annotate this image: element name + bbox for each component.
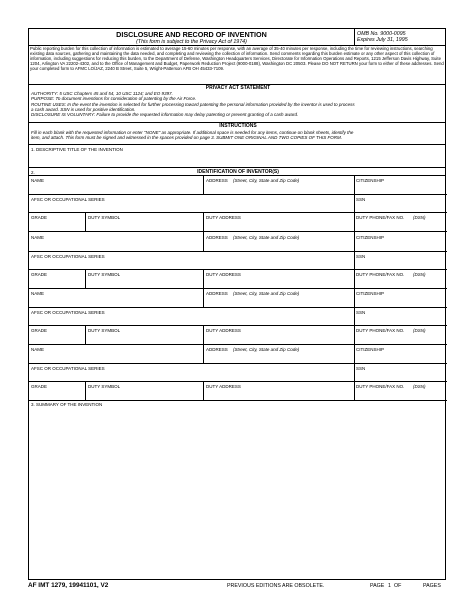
duty-phone-label: DUTY PHONE/FAX NO. xyxy=(356,272,405,277)
instructions-heading: INSTRUCTIONS xyxy=(219,123,257,129)
ssn-label: SSN xyxy=(356,310,366,315)
duty-phone-label: DUTY PHONE/FAX NO. xyxy=(356,384,405,389)
form-subtitle: (This form is subject to the Privacy Act of 1974) xyxy=(136,39,247,45)
privacy-disclosure: DISCLOSURE IS VOLUNTARY: Failure to provide the requested information may delay patenting or prevent granting of a cash award. xyxy=(31,112,299,118)
page-label: PAGE xyxy=(370,583,385,589)
duty-symbol-label: DUTY SYMBOL xyxy=(88,215,121,220)
grade-label: GRADE xyxy=(31,328,48,333)
inventor-3-grade-field[interactable] xyxy=(30,333,84,343)
privacy-authority: AUTHORITY: 5 USC Chapters 45 and 54, 10 USC 1124; and EO 9397. xyxy=(31,91,173,96)
ssn-label: SSN xyxy=(356,366,366,371)
inventor-4-afsc-field[interactable] xyxy=(30,371,202,380)
item3-label: 3. SUMMARY OF THE INVENTION xyxy=(31,402,103,407)
duty-phone-label: DUTY PHONE/FAX NO. xyxy=(356,328,405,333)
inventor-1-duty-symbol-field[interactable] xyxy=(86,220,202,230)
inventor-3-name-field[interactable] xyxy=(30,296,202,306)
inventor-3-ssn-field[interactable] xyxy=(355,315,445,324)
afsc-label: AFSC OR OCCUPATIONAL SERIES xyxy=(31,366,105,371)
inventor-2-duty-address-field[interactable] xyxy=(204,277,353,287)
inventor-3-address-field[interactable] xyxy=(204,296,353,324)
form-identifier: AF IMT 1279, 19941101, V2 xyxy=(28,582,109,589)
omb-number: OMB No. 9000-0095 xyxy=(357,31,406,37)
address-hint: (Street, City, State and Zip Code) xyxy=(233,235,300,240)
name-label: NAME xyxy=(31,291,45,296)
citizenship-label: CITIZENSHIP xyxy=(356,347,385,352)
inventor-2-afsc-field[interactable] xyxy=(30,259,202,268)
form-footer xyxy=(28,582,446,594)
name-label: NAME xyxy=(31,347,45,352)
grade-label: GRADE xyxy=(31,272,48,277)
inventor-2-citizenship-field[interactable] xyxy=(355,240,445,250)
inventor-1-citizenship-field[interactable] xyxy=(355,183,445,193)
duty-address-label: DUTY ADDRESS xyxy=(206,215,241,220)
privacy-routine-uses-cont: a cash award. SSN is used for positive identification. xyxy=(31,106,136,112)
address-label: ADDRESS xyxy=(206,235,228,240)
inventor-4-grade-field[interactable] xyxy=(30,389,84,399)
ssn-label: SSN xyxy=(356,197,366,202)
name-label: NAME xyxy=(31,235,45,240)
form-header xyxy=(29,31,354,45)
omb-expiration: Expires July 31, 1995 xyxy=(357,37,408,44)
citizenship-label: CITIZENSHIP xyxy=(356,178,385,183)
dsn-label: (DSN) xyxy=(413,384,426,389)
inventor-4-citizenship-field[interactable] xyxy=(355,352,445,362)
citizenship-label: CITIZENSHIP xyxy=(356,235,385,240)
duty-symbol-label: DUTY SYMBOL xyxy=(88,272,121,277)
form-title: DISCLOSURE AND RECORD OF INVENTION xyxy=(116,30,267,39)
pages-label: PAGES xyxy=(423,583,441,589)
duty-address-label: DUTY ADDRESS xyxy=(206,328,241,333)
item1-label: 1. DESCRIPTIVE TITLE OF THE INVENTION xyxy=(31,147,123,152)
previous-editions-note: PREVIOUS EDITIONS ARE OBSOLETE. xyxy=(227,583,325,589)
inventor-2-address-field[interactable] xyxy=(204,240,353,268)
inventor-2-duty-phone-field[interactable] xyxy=(355,277,445,287)
address-label: ADDRESS xyxy=(206,178,228,183)
instructions-line-2: item, and attach. This form must be signed and witnessed in the spaces provided on page 3. SUBMIT ONE ORIGINAL AND TWO COPIES OF THIS FORM. xyxy=(31,135,343,141)
privacy-statement xyxy=(31,91,445,117)
inventor-1-grade-field[interactable] xyxy=(30,220,84,230)
dsn-label: (DSN) xyxy=(413,328,426,333)
item2-number: 2. xyxy=(31,169,35,175)
duty-address-label: DUTY ADDRESS xyxy=(206,384,241,389)
invention-summary-field[interactable] xyxy=(30,409,446,579)
duty-address-label: DUTY ADDRESS xyxy=(206,272,241,277)
address-hint: (Street, City, State and Zip Code) xyxy=(233,347,300,352)
dsn-label: (DSN) xyxy=(413,215,426,220)
inventor-1-duty-phone-field[interactable] xyxy=(355,220,445,230)
inventor-1-afsc-field[interactable] xyxy=(30,202,202,211)
inventor-1-address-field[interactable] xyxy=(204,183,353,211)
address-hint: (Street, City, State and Zip Code) xyxy=(233,178,300,183)
instructions-text xyxy=(31,130,445,141)
inventor-4-name-field[interactable] xyxy=(30,352,202,362)
inventor-1-duty-address-field[interactable] xyxy=(204,220,353,230)
inventor-3-duty-symbol-field[interactable] xyxy=(86,333,202,343)
inventor-4-duty-address-field[interactable] xyxy=(204,389,353,399)
invention-title-field[interactable] xyxy=(30,153,446,166)
inventor-4-duty-symbol-field[interactable] xyxy=(86,389,202,399)
dsn-label: (DSN) xyxy=(413,272,426,277)
inventor-2-duty-symbol-field[interactable] xyxy=(86,277,202,287)
grade-label: GRADE xyxy=(31,215,48,220)
grade-label: GRADE xyxy=(31,384,48,389)
inventor-4-address-field[interactable] xyxy=(204,352,353,380)
name-label: NAME xyxy=(31,178,45,183)
duty-symbol-label: DUTY SYMBOL xyxy=(88,328,121,333)
inventor-2-grade-field[interactable] xyxy=(30,277,84,287)
page-number: 1 xyxy=(388,583,391,589)
inventor-1-name-field[interactable] xyxy=(30,183,202,193)
inventor-1-ssn-field[interactable] xyxy=(355,202,445,211)
inventor-3-afsc-field[interactable] xyxy=(30,315,202,324)
inventor-3-duty-address-field[interactable] xyxy=(204,333,353,343)
afsc-label: AFSC OR OCCUPATIONAL SERIES xyxy=(31,254,105,259)
inventor-4-duty-phone-field[interactable] xyxy=(355,389,445,399)
privacy-purpose: PURPOSE: To document inventions for consideration of patenting by the Air Force. xyxy=(31,96,197,102)
address-label: ADDRESS xyxy=(206,291,228,296)
address-label: ADDRESS xyxy=(206,347,228,352)
duty-symbol-label: DUTY SYMBOL xyxy=(88,384,121,389)
ssn-label: SSN xyxy=(356,254,366,259)
inventors-heading: IDENTIFICATION OF INVENTOR(S) xyxy=(197,169,279,175)
inventor-3-duty-phone-field[interactable] xyxy=(355,333,445,343)
inventor-4-ssn-field[interactable] xyxy=(355,371,445,380)
inventor-2-ssn-field[interactable] xyxy=(355,259,445,268)
privacy-routine-uses: ROUTINE USES: In the event the invention is selected for further processing toward patenting the personal information provided by the inventor is used to process xyxy=(31,101,355,107)
address-hint: (Street, City, State and Zip Code) xyxy=(233,291,300,296)
inventor-3-citizenship-field[interactable] xyxy=(355,296,445,306)
citizenship-label: CITIZENSHIP xyxy=(356,291,385,296)
of-label: OF xyxy=(394,583,402,589)
total-pages-field[interactable] xyxy=(406,582,420,590)
form-page xyxy=(28,28,446,580)
privacy-heading: PRIVACY ACT STATEMENT xyxy=(205,84,271,91)
burden-statement: Public reporting burden for this collection of information is estimated to average 15-60 minutes per response, with an average of 35-40 minutes per response, including the time for reviewing instructions, searching existing data sources, gathering and maintaining the data needed, and completing and reviewing the collection of information. Send comments regarding this burden estimate or any other aspect of this collection of information, including suggestions for reducing this burden, to the Department of Defense, Washington Headquarters Services, Directorate for Information Operations and Reports, 1215 Jefferson Davis Highway, Suite 1204, Arlington VA 22202-4302, and to the Office of Management and Budget, Paperwork Reduction Project (9000-0188), Washington DC 20503. Please DO NOT RETURN your form to either of these addresses. Send your completed form to AFMC LO/JAZ, 2240 B Street, Suite 5, Wright-Patterson AFB OH 45433-7109. xyxy=(30,45,444,71)
instructions-line-1: Fill in each blank with the requested information or enter "NONE" as appropriate. If additional space is needed for any items, continue on blank sheets, identify the xyxy=(31,130,354,135)
inventor-2-name-field[interactable] xyxy=(30,240,202,250)
duty-phone-label: DUTY PHONE/FAX NO. xyxy=(356,215,405,220)
afsc-label: AFSC OR OCCUPATIONAL SERIES xyxy=(31,310,105,315)
omb-block xyxy=(357,31,445,44)
afsc-label: AFSC OR OCCUPATIONAL SERIES xyxy=(31,197,105,202)
